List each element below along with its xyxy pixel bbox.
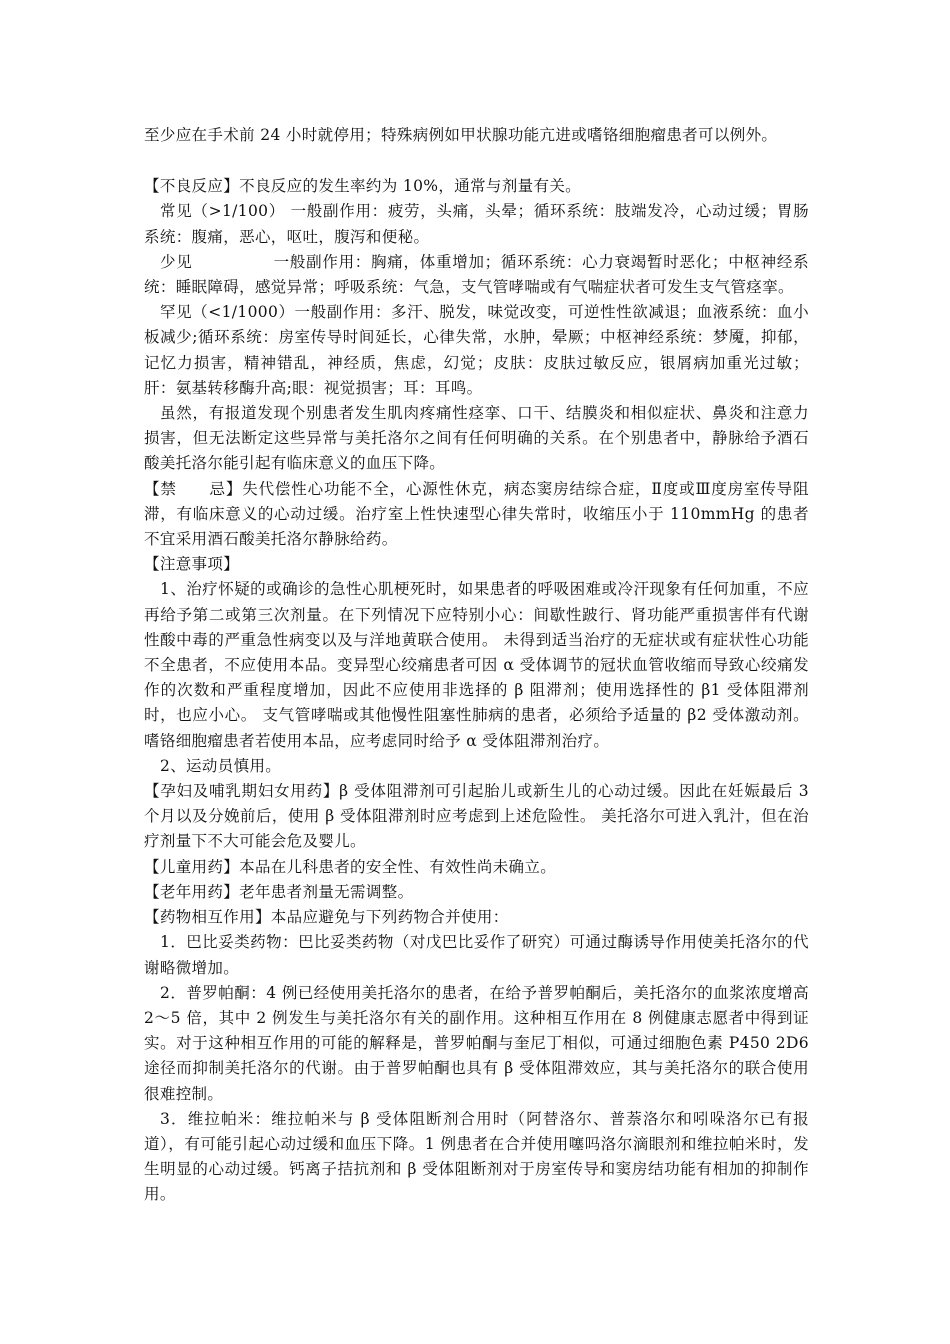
paragraph-common-reactions: 常见（>1/100） 一般副作用：疲劳，头痛，头晕；循环系统：肢端发冷，心动过缓；胃肠系统：腹痛，恶心，呕吐，腹泻和便秘。 (144, 202, 809, 246)
section-contraindications: 【禁 忌】失代偿性心功能不全，心源性休克，病态窦房结综合症，Ⅱ度或Ⅲ度房室传导阻滞，有临床意义的心动过缓。治疗室上性快速型心律失常时，收缩压小于 110mmHg 的患者不宜采用酒石酸美托洛尔静脉给药。 (144, 479, 809, 549)
paragraph-surgery-note: 至少应在手术前 24 小时就停用；特殊病例如甲状腺功能亢进或嗜铬细胞瘤患者可以例外。 (144, 126, 778, 144)
paragraph-interaction-verapamil: 3．维拉帕米：维拉帕米与 β 受体阻断剂合用时（阿替洛尔、普萘洛尔和吲哚洛尔已有报道），有可能引起心动过缓和血压下降。1 例患者在合并使用噻吗洛尔滴眼剂和维拉帕米时，发生明显的心动过缓。钙离子拮抗剂和 β 受体阻断剂对于房室传导和窦房结功能有相加的抑制作用。 (144, 1109, 809, 1204)
section-pediatric-use: 【儿童用药】本品在儿科患者的安全性、有效性尚未确立。 (144, 857, 557, 876)
document-page (144, 123, 809, 1208)
section-pregnancy-lactation: 【孕妇及哺乳期妇女用药】β 受体阻滞剂可引起胎儿或新生儿的心动过缓。因此在妊娠最后 3 个月以及分娩前后，使用 β 受体阻滞剂时应考虑到上述危险性。 美托洛尔可进入乳汁，但在治疗剂量下不大可能会危及婴儿。 (144, 782, 809, 851)
paragraph-interaction-barbiturates: 1．巴比妥类药物：巴比妥类药物（对戊巴比妥作了研究）可通过酶诱导作用使美托洛尔的代谢略微增加。 (144, 933, 809, 977)
paragraph-isolated-reports: 虽然，有报道发现个别患者发生肌肉疼痛性痉挛、口干、结膜炎和相似症状、鼻炎和注意力损害，但无法断定这些异常与美托洛尔之间有任何明确的关系。在个别患者中，静脉给予酒石酸美托洛尔能引起有临床意义的血压下降。 (144, 404, 809, 473)
section-adverse-reactions: 【不良反应】不良反应的发生率约为 10%，通常与剂量有关。 (144, 177, 582, 196)
paragraph-uncommon-reactions: 少见 一般副作用：胸痛，体重增加；循环系统：心力衰竭暂时恶化；中枢神经系统：睡眠障碍，感觉异常；呼吸系统：气急，支气管哮喘或有气喘症状者可发生支气管痉挛。 (144, 252, 809, 297)
paragraph-rare-reactions: 罕见（<1/1000）一般副作用：多汗、脱发，味觉改变，可逆性性欲减退；血液系统：血小板减少;循环系统：房室传导时间延长，心律失常，水肿，晕厥；中枢神经系统：梦魇，抑郁，记忆力损害，精神错乱，神经质，焦虑，幻觉；皮肤：皮肤过敏反应，银屑病加重光过敏；肝：氨基转移酶升高;眼：视觉损害；耳：耳鸣。 (144, 303, 809, 397)
paragraph-interaction-propafenone: 2．普罗帕酮：4 例已经使用美托洛尔的患者，在给予普罗帕酮后，美托洛尔的血浆浓度增高 2～5 倍，其中 2 例发生与美托洛尔有关的副作用。这种相互作用在 8 例健康志愿者中得到证实。对于这种相互作用的可能的解释是，普罗帕酮与奎尼丁相似，可通过细胞色素 P450 2D6 途径而抑制美托洛尔的代谢。由于普罗帕酮也具有 β 受体阻滞效应，其与美托洛尔的联合使用很难控制。 (144, 983, 809, 1103)
section-drug-interactions: 【药物相互作用】本品应避免与下列药物合并使用： (144, 908, 509, 927)
paragraph-gap (144, 148, 809, 174)
section-geriatric-use: 【老年用药】老年患者剂量无需调整。 (144, 882, 414, 901)
section-precautions-heading: 【注意事项】 (144, 555, 240, 574)
paragraph-precaution-2: 2、运动员慎用。 (160, 756, 282, 775)
paragraph-precaution-1: 1、治疗怀疑的或确诊的急性心肌梗死时，如果患者的呼吸困难或冷汗现象有任何加重，不应再给予第二或第三次剂量。在下列情况下应特别小心：间歇性跛行、肾功能严重损害伴有代谢性酸中毒的严重急性病变以及与洋地黄联合使用。 未得到适当治疗的无症状或有症状性心功能不全患者，不应使用本品。变异型心绞痛患者可因 α 受体调节的冠状血管收缩而导致心绞痛发作的次数和严重程度增加，因此不应使用非选择的 β 阻滞剂；使用选择性的 β1 受体阻滞剂时，也应小心。 支气管哮喘或其他慢性阻塞性肺病的患者，必须给予适量的 β2 受体激动剂。 嗜铬细胞瘤患者若使用本品，应考虑同时给予 α 受体阻滞剂治疗。 (144, 580, 809, 750)
